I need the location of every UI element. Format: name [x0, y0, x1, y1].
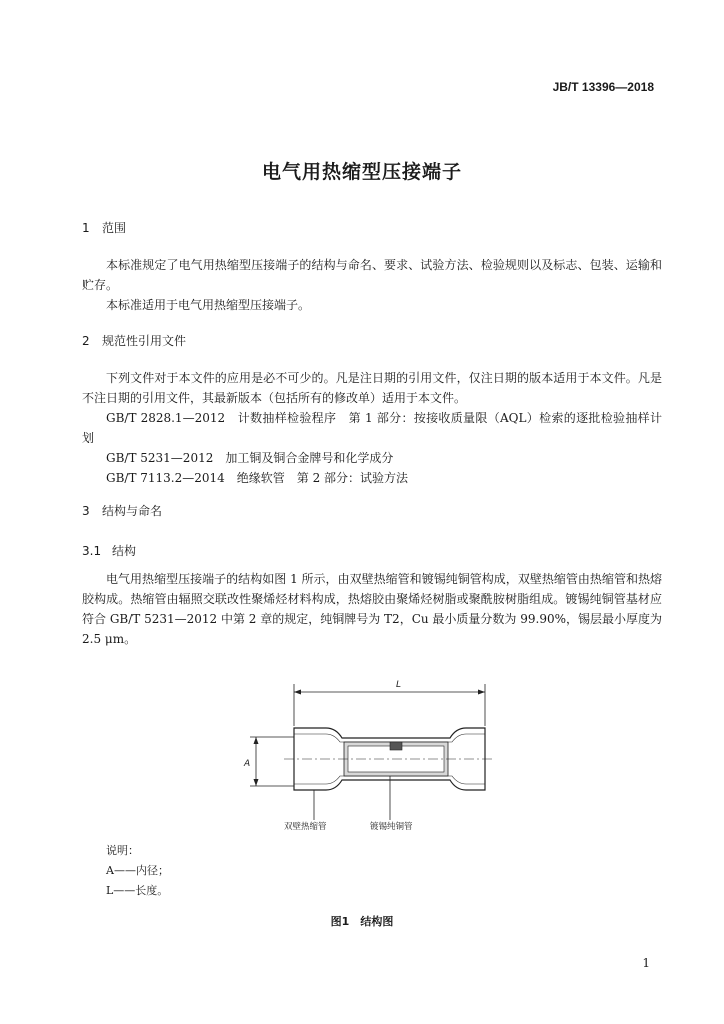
section-title: 范围: [102, 221, 127, 235]
subsection-3-1-heading: [82, 542, 136, 559]
standard-number: JB/T 13396—2018: [552, 80, 654, 94]
page-number: 1: [642, 956, 650, 970]
length-dimension: [294, 680, 485, 726]
reference-item: GB/T 7113.2—2014 绝缘软管 第 2 部分：试验方法: [106, 471, 409, 485]
section-2-body: [82, 368, 662, 488]
reference-item: GB/T 5231—2012 加工铜及铜合金牌号和化学成分: [106, 451, 394, 465]
label-double-wall-sleeve: 双壁热缩管: [284, 822, 327, 832]
legend-title: 说明：: [106, 844, 139, 857]
paragraph: 本标准适用于电气用热缩型压接端子。: [106, 298, 311, 312]
reference-item: GB/T 2828.1—2012 计数抽样检验程序 第 1 部分：按接收质量限（AQL）检索的逐批检验抽样计划: [82, 411, 662, 445]
section-3-1-body: [82, 569, 662, 649]
section-1-body: [82, 255, 662, 315]
dim-diameter-label: A: [244, 759, 251, 769]
paragraph: 下列文件对于本文件的应用是必不可少的。凡是注日期的引用文件，仅注日期的版本适用于本文件。凡是不注日期的引用文件，其最新版本（包括所有的修改单）适用于本文件。: [82, 371, 662, 405]
legend-item: A——内径；: [106, 864, 169, 877]
diameter-dimension: [243, 737, 294, 786]
section-number: 3: [82, 504, 90, 518]
section-number: 1: [82, 221, 90, 235]
section-number: 2: [82, 334, 90, 348]
structure-figure: [236, 676, 516, 836]
section-number: 3.1: [82, 544, 102, 558]
document-title: 电气用热缩型压接端子: [261, 161, 462, 183]
figure-legend: [106, 841, 169, 901]
label-tinned-copper-tube: 镀锡纯铜管: [370, 822, 413, 832]
dim-length-label: L: [396, 680, 402, 690]
section-3-heading: [82, 502, 162, 519]
section-1-heading: [82, 219, 126, 236]
section-2-heading: [82, 332, 186, 349]
section-title: 规范性引用文件: [102, 334, 187, 348]
legend-item: L——长度。: [106, 884, 169, 897]
paragraph: 电气用热缩型压接端子的结构如图 1 所示，由双壁热缩管和镀锡纯铜管构成，双壁热缩管由热缩管和热熔胶构成。热缩管由辐照交联改性聚烯烃材料构成，热熔胶由聚烯烃树脂或聚酰胺树脂组成。镀锡纯铜管基材应符合 GB/T 5231—2012 中第 2 章的规定，纯铜牌号为 T2，Cu 最小质量分数为 99.90%，锡层最小厚度为 2.5 μm。: [82, 572, 662, 646]
paragraph: 本标准规定了电气用热缩型压接端子的结构与命名、要求、试验方法、检验规则以及标志、包装、运输和贮存。: [82, 258, 662, 292]
figure-caption: 图1 结构图: [330, 915, 394, 928]
section-title: 结构与命名: [102, 504, 163, 518]
section-title: 结构: [112, 544, 137, 558]
